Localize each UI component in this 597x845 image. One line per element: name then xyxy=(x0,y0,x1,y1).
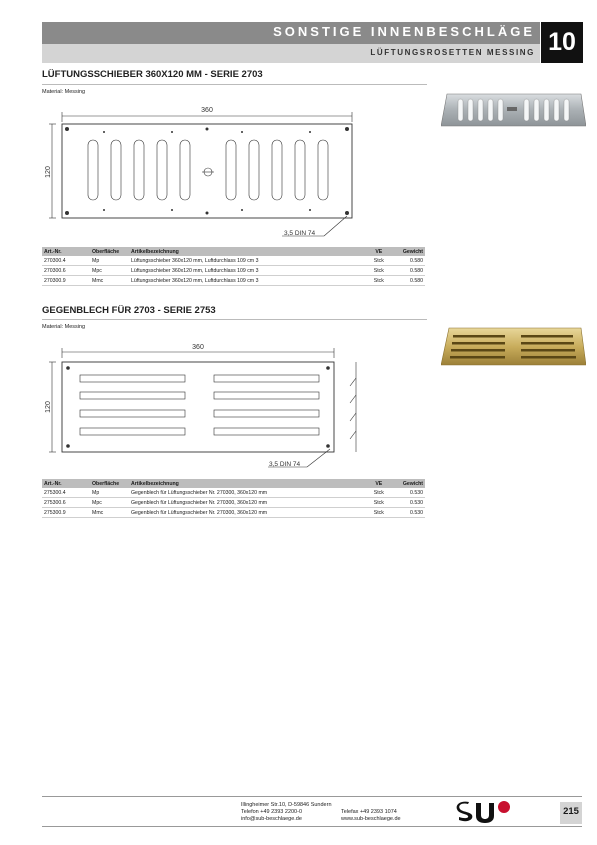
cell-art-nr: 270300.6 xyxy=(42,266,90,276)
cell-ve: Stck xyxy=(357,256,401,266)
cell-artikelbezeichnung: Gegenblech für Lüftungsschieber Nr. 270300, 360x120 mm xyxy=(129,508,357,518)
cell-oberflaeche: Mp xyxy=(90,256,129,266)
section1-screw-label: 3,5 DIN 74 xyxy=(284,230,316,237)
footer-fax: Telefax +49 2393 1074 xyxy=(341,809,397,815)
footer-bottom-divider xyxy=(42,826,582,827)
cell-gewicht: 0.580 xyxy=(401,256,425,266)
section2-screw-label: 3,5 DIN 74 xyxy=(269,461,301,468)
section2-height-label: 120 xyxy=(45,401,52,413)
cell-gewicht: 0.530 xyxy=(401,498,425,508)
table-row xyxy=(42,256,425,266)
col-oberflaeche: Oberfläche xyxy=(90,479,129,488)
col-art-nr: Art.-Nr. xyxy=(42,479,90,488)
section1-table xyxy=(42,247,425,286)
section2-product-photo xyxy=(441,325,586,368)
company-logo xyxy=(455,799,515,825)
cell-gewicht: 0.580 xyxy=(401,276,425,286)
footer-phone: Telefon +49 2393 2200-0 xyxy=(241,809,303,815)
section1-divider xyxy=(42,84,427,85)
footer-website[interactable]: www.sub-beschlaege.de xyxy=(341,816,401,822)
cell-art-nr: 275300.4 xyxy=(42,488,90,498)
footer-address: Illingheimer Str.10, D-59846 Sundern xyxy=(241,802,332,808)
col-ve: VE xyxy=(357,479,401,488)
cell-ve: Stck xyxy=(357,266,401,276)
page-title: SONSTIGE INNENBESCHLÄGE xyxy=(273,24,535,39)
cell-oberflaeche: Mp xyxy=(90,488,129,498)
chapter-number: 10 xyxy=(541,22,583,63)
section1-material: Material: Messing xyxy=(42,89,86,95)
section2-table xyxy=(42,479,425,518)
cell-ve: Stck xyxy=(357,276,401,286)
cell-art-nr: 270300.9 xyxy=(42,276,90,286)
cell-oberflaeche: Mpc xyxy=(90,498,129,508)
cell-oberflaeche: Mmc xyxy=(90,276,129,286)
table-row xyxy=(42,498,425,508)
cell-artikelbezeichnung: Lüftungsschieber 360x120 mm, Luftdurchlass 109 cm 3 xyxy=(129,266,357,276)
section1-technical-drawing xyxy=(42,100,362,242)
cell-artikelbezeichnung: Gegenblech für Lüftungsschieber Nr. 270300, 360x120 mm xyxy=(129,488,357,498)
section2-divider xyxy=(42,319,427,320)
col-oberflaeche: Oberfläche xyxy=(90,247,129,256)
cell-oberflaeche: Mmc xyxy=(90,508,129,518)
section2-material: Material: Messing xyxy=(42,324,86,330)
section2-width-label: 360 xyxy=(192,344,204,351)
cell-ve: Stck xyxy=(357,488,401,498)
cell-gewicht: 0.530 xyxy=(401,488,425,498)
table-row xyxy=(42,508,425,518)
cell-gewicht: 0.580 xyxy=(401,266,425,276)
cell-artikelbezeichnung: Lüftungsschieber 360x120 mm, Luftdurchlass 109 cm 3 xyxy=(129,256,357,266)
cell-art-nr: 275300.9 xyxy=(42,508,90,518)
footer-divider xyxy=(42,796,582,797)
col-gewicht: Gewicht xyxy=(402,248,423,255)
cell-artikelbezeichnung: Lüftungsschieber 360x120 mm, Luftdurchlass 109 cm 3 xyxy=(129,276,357,286)
col-artikelbezeichnung: Artikelbezeichnung xyxy=(129,479,357,488)
section1-height-label: 120 xyxy=(45,166,52,178)
cell-oberflaeche: Mpc xyxy=(90,266,129,276)
cell-gewicht: 0.530 xyxy=(401,508,425,518)
footer-contact xyxy=(241,802,401,823)
table-row xyxy=(42,276,425,286)
table-row xyxy=(42,266,425,276)
footer-email[interactable]: info@sub-beschlaege.de xyxy=(241,816,302,822)
col-gewicht: Gewicht xyxy=(402,480,423,487)
section1-product-photo xyxy=(441,90,586,130)
cell-artikelbezeichnung: Gegenblech für Lüftungsschieber Nr. 270300, 360x120 mm xyxy=(129,498,357,508)
col-art-nr: Art.-Nr. xyxy=(42,247,90,256)
col-artikelbezeichnung: Artikelbezeichnung xyxy=(129,247,357,256)
table-header-row xyxy=(42,247,425,256)
section1-title: LÜFTUNGSSCHIEBER 360X120 MM - SERIE 2703 xyxy=(42,69,263,80)
table-row xyxy=(42,488,425,498)
section1-width-label: 360 xyxy=(201,107,213,114)
cell-ve: Stck xyxy=(357,508,401,518)
section2-technical-drawing xyxy=(42,340,372,472)
cell-art-nr: 270300.4 xyxy=(42,256,90,266)
page-number: 215 xyxy=(563,806,579,817)
section2-title: GEGENBLECH FÜR 2703 - SERIE 2753 xyxy=(42,305,216,316)
table-header-row xyxy=(42,479,425,488)
cell-ve: Stck xyxy=(357,498,401,508)
cell-art-nr: 275300.6 xyxy=(42,498,90,508)
page-subtitle: LÜFTUNGSROSETTEN MESSING xyxy=(370,48,535,57)
col-ve: VE xyxy=(357,247,401,256)
